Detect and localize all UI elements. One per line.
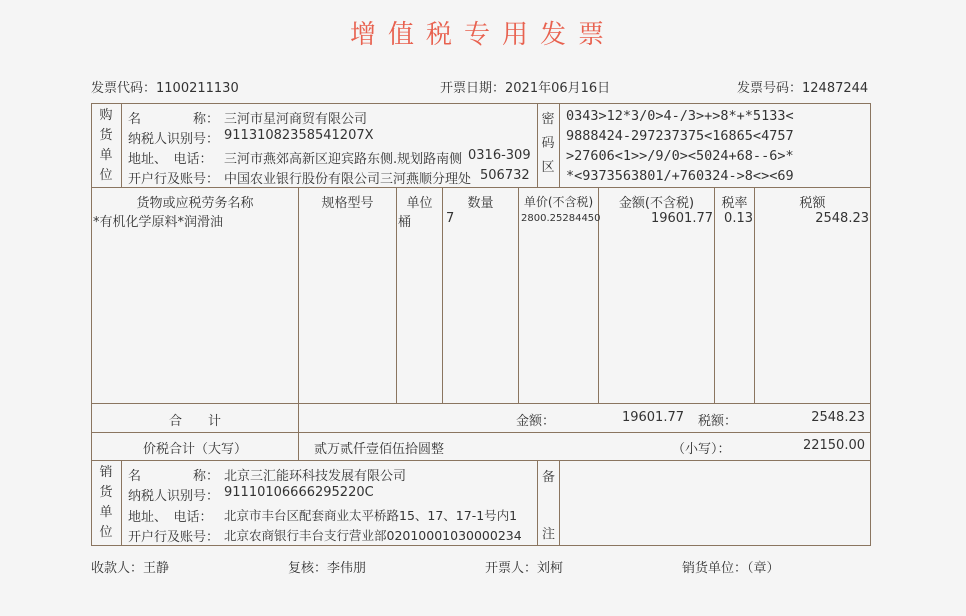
col-header-name: 货物或应税劳务名称: [136, 196, 254, 211]
buyer-bank-label: 开户行及账号：: [128, 172, 220, 187]
issue-date: 2021年06月16日: [505, 81, 611, 96]
seller-side-label: [96, 463, 116, 543]
item-qty: 7: [446, 211, 455, 226]
payee-field: [91, 557, 169, 576]
buyer-phone: 0316-309: [468, 148, 531, 163]
buyer-side-char: 货: [99, 128, 113, 143]
seller-addr: 北京市丰台区配套商业太平桥路15、17、17-1号内1: [224, 508, 518, 523]
col-header-spec: 规格型号: [321, 196, 374, 211]
totals-amount-label: 金额：: [516, 414, 556, 429]
buyer-name-label: 名 称：: [128, 112, 220, 127]
seller-name: 北京三汇能环科技发展有限公司: [224, 469, 407, 484]
col-header-qty: 数量: [467, 196, 494, 211]
buyer-taxid-label: 纳税人识别号：: [128, 132, 220, 147]
cipher-line: 9888424-297237375<16865<4757: [566, 128, 794, 144]
buyer-addr-label: 地址、 电话：: [128, 152, 213, 167]
item-tax: 2548.23: [815, 211, 869, 226]
buyer-bank: 中国农业银行股份有限公司三河燕顺分理处: [224, 172, 472, 187]
invoice-code-field: [91, 77, 239, 96]
seller-side-char: 货: [99, 485, 113, 500]
seller-taxid: 91110106666295220C: [224, 485, 374, 500]
issuer-field: [485, 557, 563, 576]
grand-total-small: 22150.00: [802, 438, 865, 453]
seller-stamp-label: 销货单位：（章）: [682, 561, 780, 576]
payee: 王静: [143, 561, 170, 576]
col-header-unit: 单位: [406, 196, 433, 211]
item-price: 2800.25284450: [521, 213, 601, 224]
cipher-line: 0343>12*3/0>4-/3>+>8*+*5133<: [566, 108, 794, 124]
invoice-code: 1100211130: [156, 81, 239, 96]
totals-amount: 19601.77: [621, 410, 684, 425]
cipher-side-label: [538, 108, 558, 180]
invoice-number-label: 发票号码：: [737, 81, 803, 96]
seller-side-char: 位: [99, 525, 113, 540]
grand-total-small-label: （小写）：: [672, 442, 731, 457]
seller-addr-label: 地址、 电话：: [128, 510, 213, 525]
reviewer: 李伟朋: [327, 561, 367, 576]
remark-side-char: 备: [541, 470, 555, 485]
cipher-side-char: 码: [541, 136, 555, 151]
invoice-title: 增值税专用发票: [349, 20, 616, 50]
payee-label: 收款人：: [91, 561, 144, 576]
invoice-number: 12487244: [802, 81, 869, 96]
buyer-side-label: [96, 106, 116, 186]
seller-bank-label: 开户行及账号：: [128, 530, 220, 545]
seller-taxid-label: 纳税人识别号：: [128, 489, 220, 504]
issue-date-label: 开票日期：: [440, 81, 506, 96]
invoice-number-field: [737, 77, 868, 96]
item-unit: 桶: [398, 215, 412, 230]
seller-side-char: 单: [99, 505, 113, 520]
buyer-name: 三河市星河商贸有限公司: [224, 112, 368, 127]
col-header-price: 单价(不含税): [523, 195, 594, 209]
cipher-side-char: 区: [541, 160, 555, 175]
item-amount: 19601.77: [650, 211, 713, 226]
issue-date-field: [440, 77, 610, 96]
cipher-text: [566, 106, 794, 186]
issuer-label: 开票人：: [485, 561, 538, 576]
buyer-taxid: 91131082358541207X: [224, 128, 374, 143]
cipher-line: *<9373563801/+760324->8<><69: [566, 168, 794, 184]
remark-side-char: 注: [541, 527, 555, 542]
buyer-side-char: 单: [99, 148, 113, 163]
col-header-rate: 税率: [721, 196, 748, 211]
grand-total-words: 贰万贰仟壹佰伍拾圆整: [314, 442, 445, 457]
seller-bank: 北京农商银行丰台支行营业部02010001030000234: [224, 528, 522, 543]
cipher-side-char: 密: [541, 112, 555, 127]
buyer-addr: 三河市燕郊高新区迎宾路东侧.规划路南侧: [224, 152, 463, 167]
totals-tax: 2548.23: [811, 410, 865, 425]
item-name: *有机化学原料*润滑油: [93, 215, 224, 230]
totals-label: 合 计: [168, 414, 221, 429]
col-header-tax: 税额: [799, 196, 826, 211]
grand-total-label: 价税合计（大写）: [142, 442, 247, 457]
cipher-line: >27606<1>>/9/0><5024+68--6>*: [566, 148, 794, 164]
buyer-account: 506732: [480, 168, 530, 183]
item-rate: 0.13: [724, 211, 753, 226]
buyer-side-char: 购: [99, 108, 113, 123]
reviewer-field: [288, 557, 366, 576]
issuer: 刘柯: [537, 561, 564, 576]
seller-name-label: 名 称：: [128, 469, 220, 484]
buyer-side-char: 位: [99, 168, 113, 183]
reviewer-label: 复核：: [288, 561, 328, 576]
totals-tax-label: 税额：: [698, 414, 738, 429]
invoice-code-label: 发票代码：: [91, 81, 157, 96]
seller-side-char: 销: [99, 465, 113, 480]
col-header-amount: 金额(不含税): [618, 196, 695, 211]
